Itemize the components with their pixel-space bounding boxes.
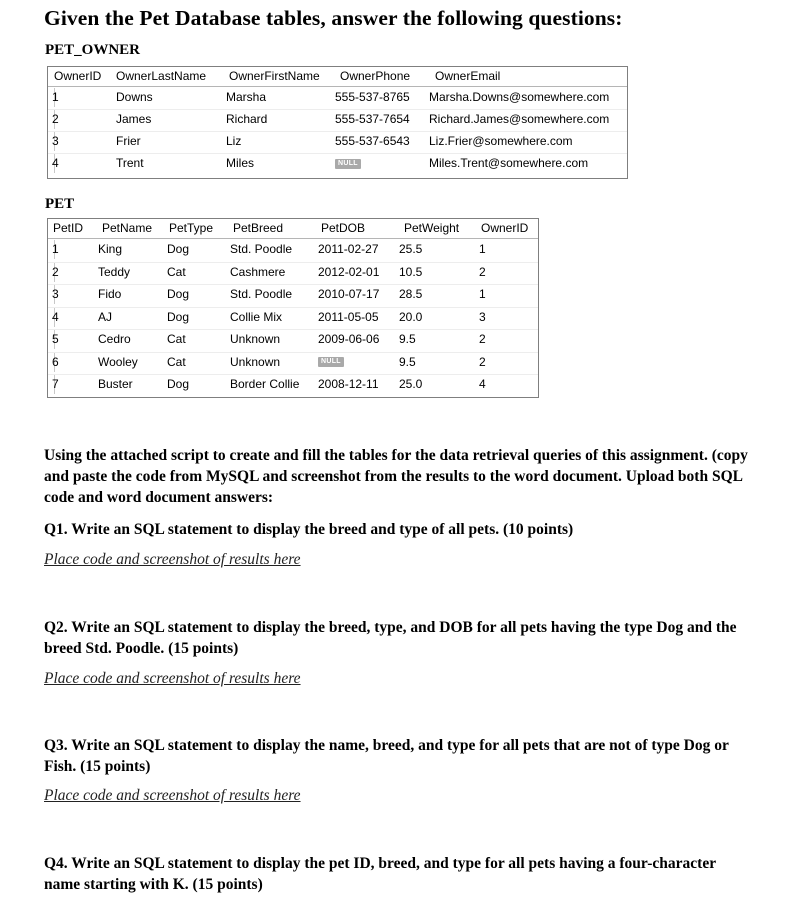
table-cell: 25.0	[399, 377, 423, 391]
table-cell: Marsha	[226, 90, 267, 104]
null-badge: NULL	[335, 159, 361, 169]
null-badge: NULL	[318, 357, 344, 367]
table-cell: 2011-05-05	[318, 309, 379, 324]
table-cell: 9.5	[399, 332, 416, 346]
table-cell: Liz	[226, 134, 242, 148]
table-cell: 10.5	[399, 264, 423, 279]
column-header[interactable]: OwnerPhone	[340, 69, 411, 83]
table-cell: 20.0	[399, 309, 423, 324]
table-cell: 2	[479, 332, 486, 346]
column-header[interactable]: OwnerFirstName	[229, 69, 320, 83]
table-cell: 5	[52, 332, 59, 346]
table-cell: Miles.Trent@somewhere.com	[429, 156, 589, 170]
intro-paragraph: Using the attached script to create and fill the tables for the data retrieval queries of this assignment. (copy and paste the code from MySQL and screenshot from the results to the word document. Upload both SQL code and word document answers:	[44, 447, 748, 506]
table-cell: 1	[52, 90, 59, 104]
column-header[interactable]: PetBreed	[233, 221, 284, 235]
table-cell: 2	[479, 264, 486, 279]
table-cell: 1	[52, 242, 59, 256]
table-cell: 3	[52, 287, 59, 301]
table-cell: 4	[52, 309, 59, 324]
table-cell: Trent	[116, 156, 144, 170]
table-cell: AJ	[98, 309, 113, 324]
table-cell: Dog	[167, 309, 190, 324]
page-title: Given the Pet Database tables, answer the following questions:	[44, 6, 623, 30]
table-cell: Liz.Frier@somewhere.com	[429, 134, 573, 148]
column-header[interactable]: PetID	[53, 221, 84, 235]
answer-placeholder-3: Place code and screenshot of results here	[44, 787, 301, 804]
table-cell: Dog	[167, 242, 190, 256]
table-cell: Cat	[167, 332, 186, 346]
column-header[interactable]: PetDOB	[321, 221, 366, 235]
table-cell: Downs	[116, 90, 153, 104]
table-cell: Buster	[98, 377, 133, 391]
table-cell: Unknown	[230, 332, 281, 346]
column-header[interactable]: OwnerID	[54, 69, 102, 83]
table-cell: 2011-02-27	[318, 242, 379, 256]
table-cell: 555-537-6543	[335, 134, 410, 148]
table-cell: Unknown	[230, 354, 281, 369]
table-cell: Dog	[167, 287, 190, 301]
table-cell: 1	[479, 242, 486, 256]
table-cell: 3	[52, 134, 59, 148]
column-header[interactable]: PetName	[102, 221, 153, 235]
table-cell: 4	[479, 377, 486, 391]
table-cell: Cat	[167, 264, 186, 279]
table-cell: 2	[52, 112, 59, 126]
column-header[interactable]: PetWeight	[404, 221, 460, 235]
answer-placeholder-2: Place code and screenshot of results here	[44, 670, 301, 687]
question-1: Q1. Write an SQL statement to display the breed and type of all pets. (10 points)	[44, 521, 574, 538]
table-cell: Richard.James@somewhere.com	[429, 112, 610, 126]
table-cell: Teddy	[98, 264, 131, 279]
table-cell: 1	[479, 287, 486, 301]
column-header[interactable]: OwnerEmail	[435, 69, 501, 83]
pet-owner-table-title: PET_OWNER	[45, 42, 141, 58]
table-cell: Cedro	[98, 332, 131, 346]
table-cell: Cat	[167, 354, 186, 369]
table-cell: Marsha.Downs@somewhere.com	[429, 90, 610, 104]
table-cell: 555-537-8765	[335, 90, 410, 104]
table-cell: Collie Mix	[230, 309, 283, 324]
table-cell: 4	[52, 156, 59, 170]
table-cell: 2012-02-01	[318, 264, 380, 279]
table-cell: 2009-06-06	[318, 332, 380, 346]
question-4: Q4. Write an SQL statement to display the pet ID, breed, and type for all pets having a four-character name starting with K. (15 points)	[44, 855, 716, 893]
column-header[interactable]: PetType	[169, 221, 214, 235]
pet-result-grid	[47, 218, 539, 398]
question-2: Q2. Write an SQL statement to display the breed, type, and DOB for all pets having the type Dog and the breed Std. Poodle. (15 points)	[44, 619, 737, 657]
pet-owner-result-grid	[47, 66, 628, 179]
row-divider	[48, 284, 538, 285]
table-cell: Frier	[116, 134, 141, 148]
table-cell: Cashmere	[230, 264, 286, 279]
table-cell: 6	[52, 354, 59, 369]
null-value	[335, 154, 361, 173]
table-cell: 25.5	[399, 242, 423, 256]
table-cell: 3	[479, 309, 486, 324]
table-cell: Dog	[167, 377, 190, 391]
table-cell: King	[98, 242, 123, 256]
table-cell: Fido	[98, 287, 122, 301]
row-divider	[48, 307, 538, 308]
table-cell: 9.5	[399, 354, 416, 369]
column-header[interactable]: OwnerLastName	[116, 69, 207, 83]
table-cell: Richard	[226, 112, 268, 126]
table-cell: Std. Poodle	[230, 242, 293, 256]
table-cell: 2010-07-17	[318, 287, 380, 301]
table-cell: 2008-12-11	[318, 377, 379, 391]
table-cell: Border Collie	[230, 377, 300, 391]
table-cell: 555-537-7654	[335, 112, 410, 126]
column-header[interactable]: OwnerID	[481, 221, 529, 235]
table-cell: 2	[52, 264, 59, 279]
table-cell: Wooley	[98, 354, 138, 369]
table-cell: 28.5	[399, 287, 423, 301]
answer-placeholder-1: Place code and screenshot of results here	[44, 551, 301, 568]
table-cell: 7	[52, 377, 59, 391]
null-value	[318, 353, 344, 372]
table-cell: Std. Poodle	[230, 287, 293, 301]
table-cell: 2	[479, 354, 486, 369]
table-cell: Miles	[226, 156, 255, 170]
pet-table-title: PET	[45, 196, 75, 212]
table-cell: James	[116, 112, 152, 126]
question-3: Q3. Write an SQL statement to display the name, breed, and type for all pets that are not of type Dog or Fish. (15 points)	[44, 737, 729, 775]
